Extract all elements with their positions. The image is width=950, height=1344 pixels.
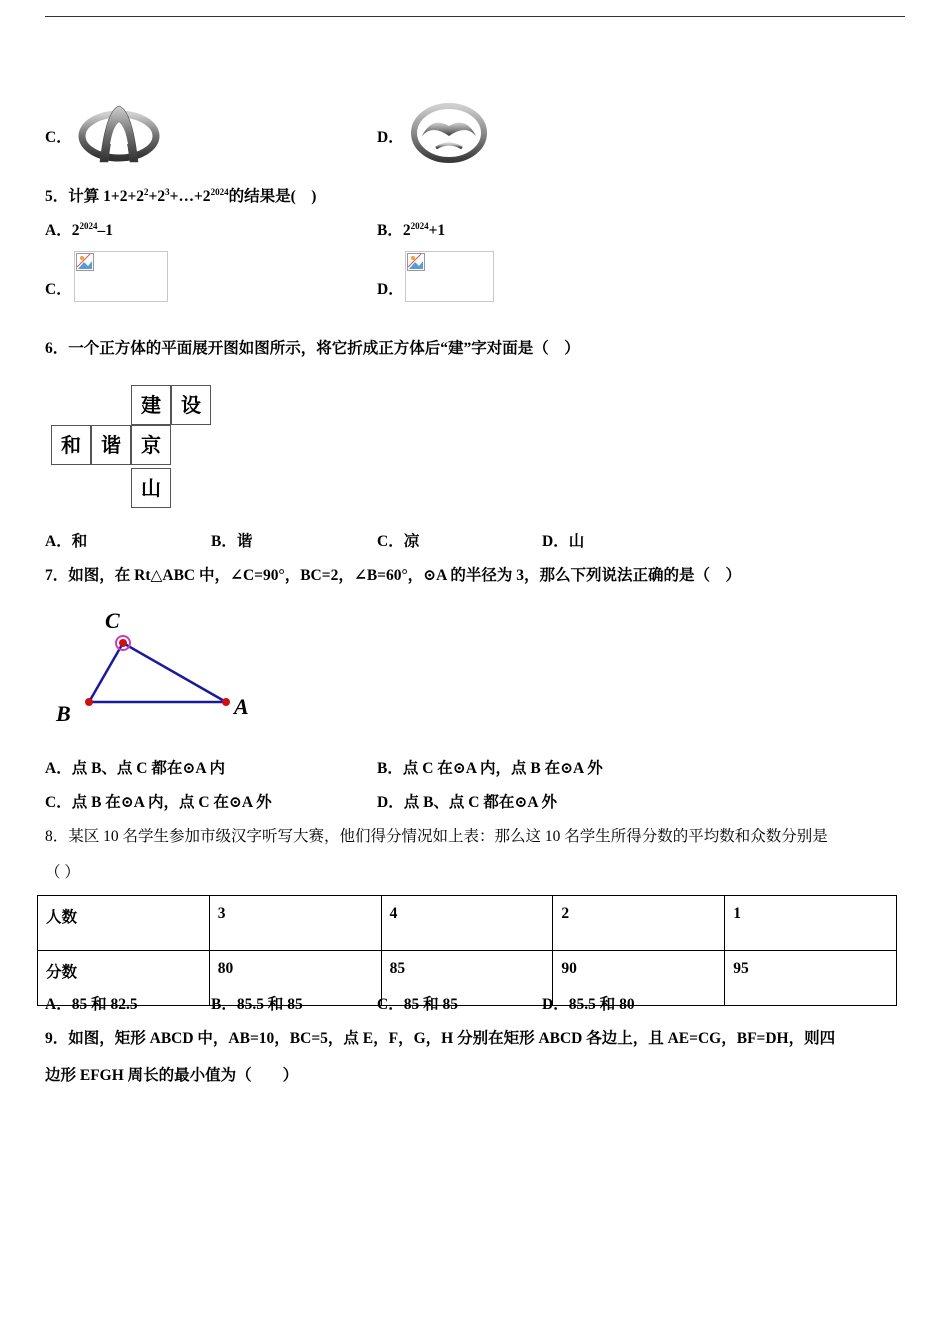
q6-option-b: B．谐	[211, 533, 253, 550]
table-cell: 人数	[38, 896, 210, 951]
net-cell: 山	[131, 468, 171, 508]
q9-stem-line2: 边形 EFGH 周长的最小值为（ ）	[45, 1067, 299, 1084]
triangle-figure	[50, 600, 270, 730]
q6-stem: 6．一个正方体的平面展开图如图所示，将它折成正方体后“建”字对面是（ ）	[45, 340, 580, 357]
net-cell: 建	[131, 385, 171, 425]
changan-logo-icon	[78, 100, 160, 166]
q4-option-d-label: D．	[377, 129, 404, 146]
q7-option-c: C．点 B 在⊙A 内，点 C 在⊙A 外	[45, 794, 272, 811]
vertex-label-a: A	[234, 694, 249, 719]
mazda-logo-icon	[410, 102, 488, 164]
table-cell: 80	[209, 951, 381, 1006]
q7-option-b: B．点 C 在⊙A 内，点 B 在⊙A 外	[377, 760, 603, 777]
table-cell: 95	[725, 951, 897, 1006]
net-cell: 设	[171, 385, 211, 425]
q5-stem: 5．计算 $1+2+2^2+2^3+\dots+2^{2024}$的结果是( )	[45, 187, 317, 205]
broken-image-icon	[76, 253, 94, 271]
q7-stem: 7．如图，在 Rt△ABC 中，∠C=90°，BC=2，∠B=60°，⊙A 的半径为 3，那么下列说法正确的是（ ）	[45, 567, 742, 584]
q5-option-c-label: C．	[45, 281, 72, 298]
q8-option-c: C．85 和 85	[377, 996, 458, 1013]
net-cell: 谐	[91, 425, 131, 465]
q5-option-d-label: D．	[377, 281, 404, 298]
table-row	[38, 896, 897, 951]
vertex-label-b: B	[56, 701, 71, 726]
q9-stem-line1: 9．如图，矩形 ABCD 中，AB=10，BC=5，点 E，F，G，H 分别在矩形 ABCD 各边上，且 AE=CG，BF=DH，则四	[45, 1030, 836, 1047]
table-row	[38, 951, 897, 1006]
q5-option-b: B．$2^{2024}+1$	[377, 221, 446, 239]
cube-net-figure	[45, 380, 220, 512]
q8-paren: （ ）	[45, 864, 80, 881]
table-cell: 3	[209, 896, 381, 951]
table-cell: 85	[381, 951, 553, 1006]
q7-option-a: A．点 B、点 C 都在⊙A 内	[45, 760, 226, 777]
table-cell: 1	[725, 896, 897, 951]
q5-option-a: A．$2^{2024}-1$	[45, 221, 113, 239]
table-cell: 分数	[38, 951, 210, 1006]
score-table	[37, 895, 897, 1006]
broken-image-placeholder	[405, 251, 494, 302]
q6-option-d: D．山	[542, 533, 585, 550]
vertex-label-c: C	[105, 608, 120, 633]
q8-option-d: D．85.5 和 80	[542, 996, 635, 1013]
q4-option-c-label: C．	[45, 129, 72, 146]
net-cell: 和	[51, 425, 91, 465]
table-cell: 90	[553, 951, 725, 1006]
header-rule	[45, 16, 905, 17]
broken-image-icon	[407, 253, 425, 271]
q8-stem: 8．某区 10 名学生参加市级汉字听写大赛，他们得分情况如上表：那么这 10 名学生所得分数的平均数和众数分别是	[45, 828, 828, 845]
q7-option-d: D．点 B、点 C 都在⊙A 外	[377, 794, 558, 811]
q8-option-a: A．85 和 82.5	[45, 996, 138, 1013]
table-cell: 4	[381, 896, 553, 951]
table-cell: 2	[553, 896, 725, 951]
q6-option-a: A．和	[45, 533, 88, 550]
q6-option-c: C．凉	[377, 533, 420, 550]
net-cell: 京	[131, 425, 171, 465]
broken-image-placeholder	[74, 251, 168, 302]
q8-option-b: B．85.5 和 85	[211, 996, 303, 1013]
